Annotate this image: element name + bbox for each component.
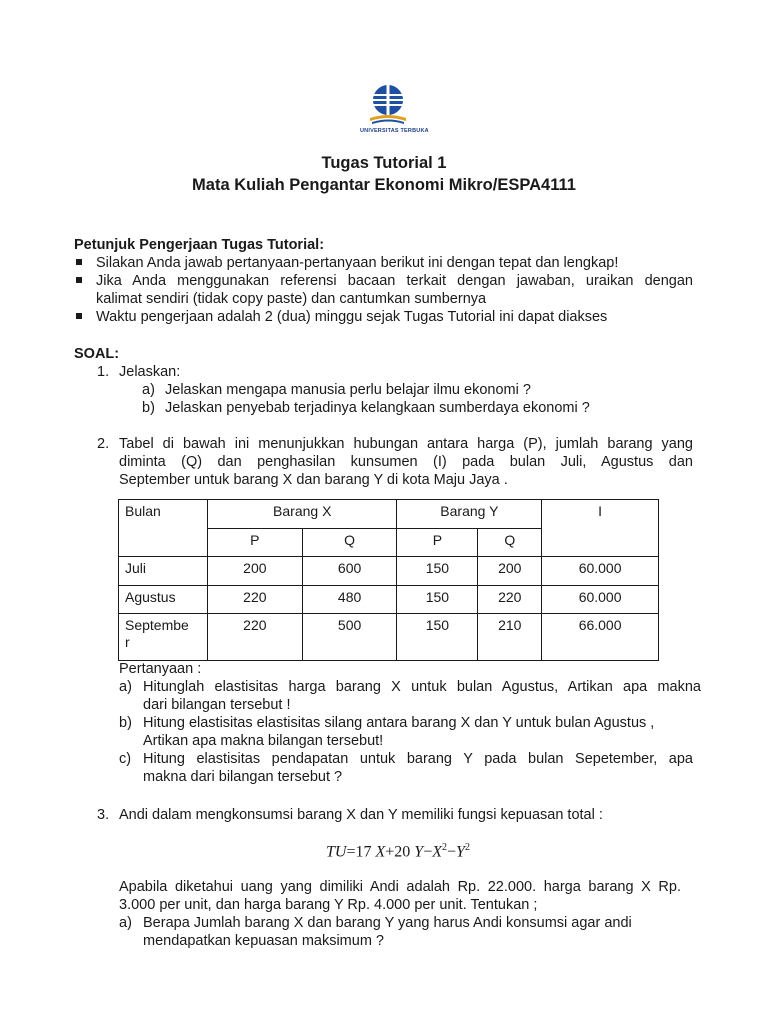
sub-label: c) [119, 751, 132, 767]
soal-heading: SOAL: [74, 346, 120, 362]
sub-question-continued: makna dari bilangan tersebut ? [143, 769, 343, 785]
question-text: Jelaskan: [119, 364, 181, 380]
question-text: diminta (Q) dan penghasilan kunsumen (I) pada bulan Juli, Agustus dan [119, 454, 693, 470]
header-q: Q [478, 529, 542, 557]
table-row [119, 614, 659, 661]
cell-qy: 210 [478, 614, 542, 661]
sub-question: Hitunglah elastisitas harga barang X untuk bulan Agustus, Artikan apa makna [143, 679, 701, 695]
cell-i: 60.000 [542, 586, 659, 614]
bullet-icon [76, 277, 82, 283]
table-header-row [119, 500, 659, 529]
formula-var: Y [456, 843, 465, 861]
cell-qx: 600 [302, 557, 397, 586]
question-text: September untuk barang X dan barang Y di kota Maju Jaya . [119, 472, 508, 488]
university-emblem-icon [364, 84, 412, 128]
question-text: Tabel di bawah ini menunjukkan hubungan antara harga (P), jumlah barang yang [119, 436, 693, 452]
formula-part: − [447, 843, 457, 861]
pertanyaan-label: Pertanyaan : [119, 661, 202, 677]
instruction-item: Jika Anda menggunakan referensi bacaan terkait dengan jawaban, uraikan dengan [96, 273, 693, 289]
bullet-icon [76, 313, 82, 319]
cell-bulan: Agustus [119, 586, 208, 614]
sub-label: a) [142, 382, 155, 398]
header-barang-x: Barang X [207, 500, 397, 529]
table-row [119, 586, 659, 614]
cell-i: 60.000 [542, 557, 659, 586]
cell-py: 150 [397, 614, 478, 661]
question-text: 3.000 per unit, dan harga barang Y Rp. 4.000 per unit. Tentukan ; [119, 897, 538, 913]
cell-px: 220 [207, 614, 302, 661]
question-text: Andi dalam mengkonsumsi barang X dan Y memiliki fungsi kepuasan total : [119, 807, 603, 823]
header-i: I [542, 500, 659, 557]
cell-qx: 500 [302, 614, 397, 661]
document-title: Tugas Tutorial 1 [321, 154, 447, 172]
sub-label: a) [119, 679, 132, 695]
cell-qy: 220 [478, 586, 542, 614]
formula-exponent: 2 [464, 842, 470, 853]
utility-formula [326, 842, 470, 861]
cell-qx: 480 [302, 586, 397, 614]
question-number: 1. [97, 364, 110, 380]
instructions-heading: Petunjuk Pengerjaan Tugas Tutorial: [74, 237, 325, 253]
formula-tu: TU [326, 843, 347, 861]
data-table [118, 499, 659, 661]
table-row [119, 557, 659, 586]
formula-var: Y [414, 843, 424, 861]
cell-py: 150 [397, 557, 478, 586]
header-q: Q [302, 529, 397, 557]
cell-bulan: Juli [119, 557, 208, 586]
sub-question: Berapa Jumlah barang X dan barang Y yang harus Andi konsumsi agar andi [143, 915, 632, 931]
formula-exponent: 2 [442, 842, 448, 853]
instruction-item: Waktu pengerjaan adalah 2 (dua) minggu sejak Tugas Tutorial ini dapat diakses [96, 309, 608, 325]
header-bulan: Bulan [119, 500, 208, 557]
sub-label: b) [142, 400, 155, 416]
formula-var: X [375, 843, 386, 861]
cell-px: 220 [207, 586, 302, 614]
sub-question-continued: dari bilangan tersebut ! [143, 697, 291, 713]
cell-py: 150 [397, 586, 478, 614]
question-number: 3. [97, 807, 110, 823]
logo-text: UNIVERSITAS TERBUKA [360, 128, 429, 134]
university-logo [360, 84, 429, 140]
sub-question: Jelaskan mengapa manusia perlu belajar ilmu ekonomi ? [165, 382, 531, 398]
header-barang-y: Barang Y [397, 500, 542, 529]
cell-px: 200 [207, 557, 302, 586]
sub-label: b) [119, 715, 132, 731]
cell-i: 66.000 [542, 614, 659, 661]
cell-qy: 200 [478, 557, 542, 586]
question-text: Apabila diketahui uang yang dimiliki Andi adalah Rp. 22.000. harga barang X Rp. [119, 879, 681, 895]
bullet-icon [76, 259, 82, 265]
sub-question-continued: mendapatkan kepuasan maksimum ? [143, 933, 384, 949]
sub-question: Hitung elastisitas pendapatan untuk barang Y pada bulan Sepetember, apa [143, 751, 693, 767]
formula-part: − [423, 843, 433, 861]
course-title: Mata Kuliah Pengantar Ekonomi Mikro/ESPA4111 [192, 176, 576, 194]
question-number: 2. [97, 436, 110, 452]
formula-var: X [432, 843, 443, 861]
instruction-item-continued: kalimat sendiri (tidak copy paste) dan cantumkan sumbernya [96, 291, 487, 307]
header-p: P [207, 529, 302, 557]
sub-question-continued: Artikan apa makna bilangan tersebut! [143, 733, 384, 749]
formula-part: +20 [385, 843, 415, 861]
sub-question: Jelaskan penyebab terjadinya kelangkaan sumberdaya ekonomi ? [165, 400, 590, 416]
sub-label: a) [119, 915, 132, 931]
instruction-item: Silakan Anda jawab pertanyaan-pertanyaan berikut ini dengan tepat dan lengkap! [96, 255, 619, 271]
header-p: P [397, 529, 478, 557]
cell-bulan: Septembe r [119, 614, 208, 661]
sub-question: Hitung elastisitas elastisitas silang antara barang X dan Y untuk bulan Agustus , [143, 715, 655, 731]
formula-part: =17 [346, 843, 376, 861]
